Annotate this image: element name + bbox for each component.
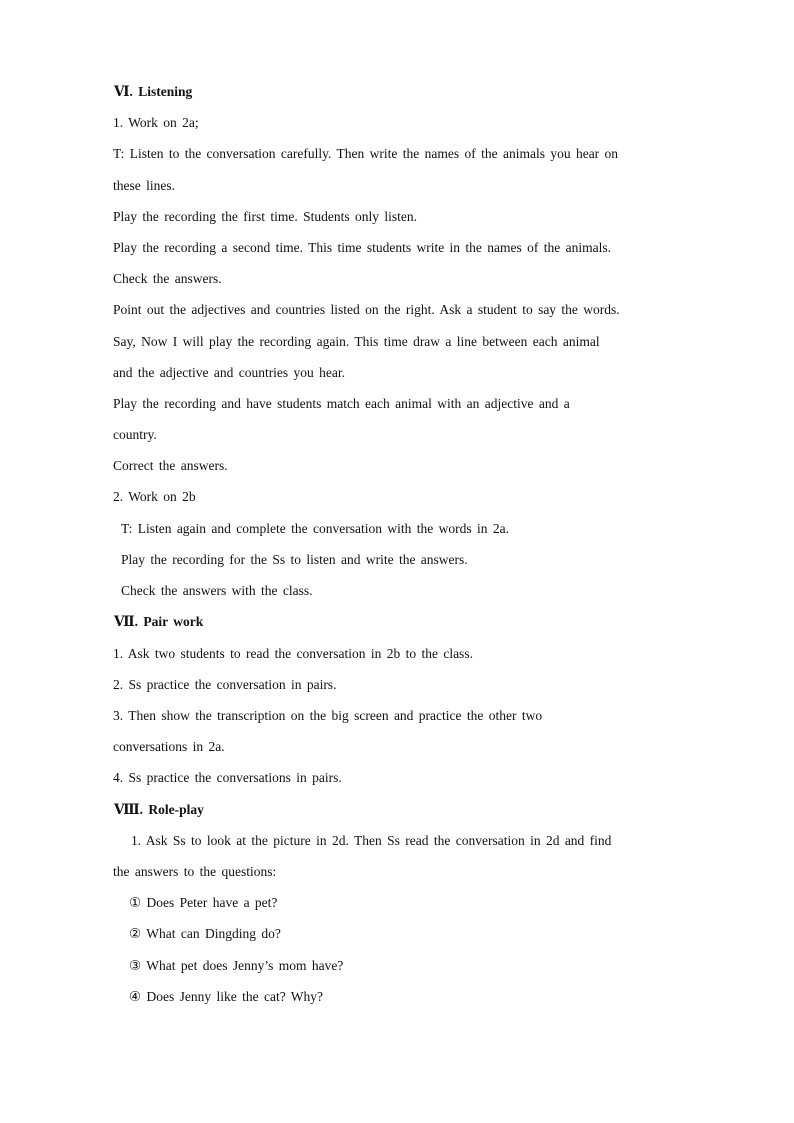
paragraph-line: 1. Ask two students to read the conversation in 2b to the class. (113, 646, 473, 661)
paragraph-line: 2. Ss practice the conversation in pairs. (113, 677, 337, 692)
paragraph-line: these lines. (113, 178, 175, 193)
paragraph-line: 4. Ss practice the conversations in pairs. (113, 770, 342, 785)
paragraph-line: Play the recording for the Ss to listen and write the answers. (121, 552, 468, 567)
paragraph-line: Play the recording the first time. Students only listen. (113, 209, 417, 224)
paragraph-line: 1. Ask Ss to look at the picture in 2d. Then Ss read the conversation in 2d and find (131, 833, 612, 848)
question-item: ③ What pet does Jenny’s mom have? (129, 958, 344, 973)
section-heading-pair-work: Ⅶ. Pair work (114, 614, 204, 629)
paragraph-line: Correct the answers. (113, 458, 228, 473)
paragraph-line: Play the recording and have students match each animal with an adjective and a (113, 396, 570, 411)
question-item: ④ Does Jenny like the cat? Why? (129, 989, 324, 1004)
paragraph-line: 3. Then show the transcription on the big screen and practice the other two (113, 708, 543, 723)
paragraph-line: Say, Now I will play the recording again. This time draw a line between each animal (113, 334, 600, 349)
section-heading-role-play: Ⅷ. Role-play (114, 802, 204, 817)
paragraph-line: Check the answers. (113, 271, 222, 286)
paragraph-line: 2. Work on 2b (113, 489, 196, 504)
question-item: ① Does Peter have a pet? (129, 895, 278, 910)
paragraph-line: T: Listen to the conversation carefully. Then write the names of the animals you hear on (113, 146, 619, 161)
paragraph-line: country. (113, 427, 157, 442)
section-heading-listening: Ⅵ. Listening (114, 84, 193, 99)
paragraph-line: T: Listen again and complete the conversation with the words in 2a. (121, 521, 509, 536)
paragraph-line: Check the answers with the class. (121, 583, 313, 598)
paragraph-line: Play the recording a second time. This time students write in the names of the animals. (113, 240, 612, 255)
paragraph-line: conversations in 2a. (113, 739, 225, 754)
paragraph-line: the answers to the questions: (113, 864, 277, 879)
question-item: ② What can Dingding do? (129, 926, 281, 941)
paragraph-line: Point out the adjectives and countries listed on the right. Ask a student to say the words. (113, 302, 620, 317)
paragraph-line: and the adjective and countries you hear. (113, 365, 346, 380)
paragraph-line: 1. Work on 2a; (113, 115, 199, 130)
